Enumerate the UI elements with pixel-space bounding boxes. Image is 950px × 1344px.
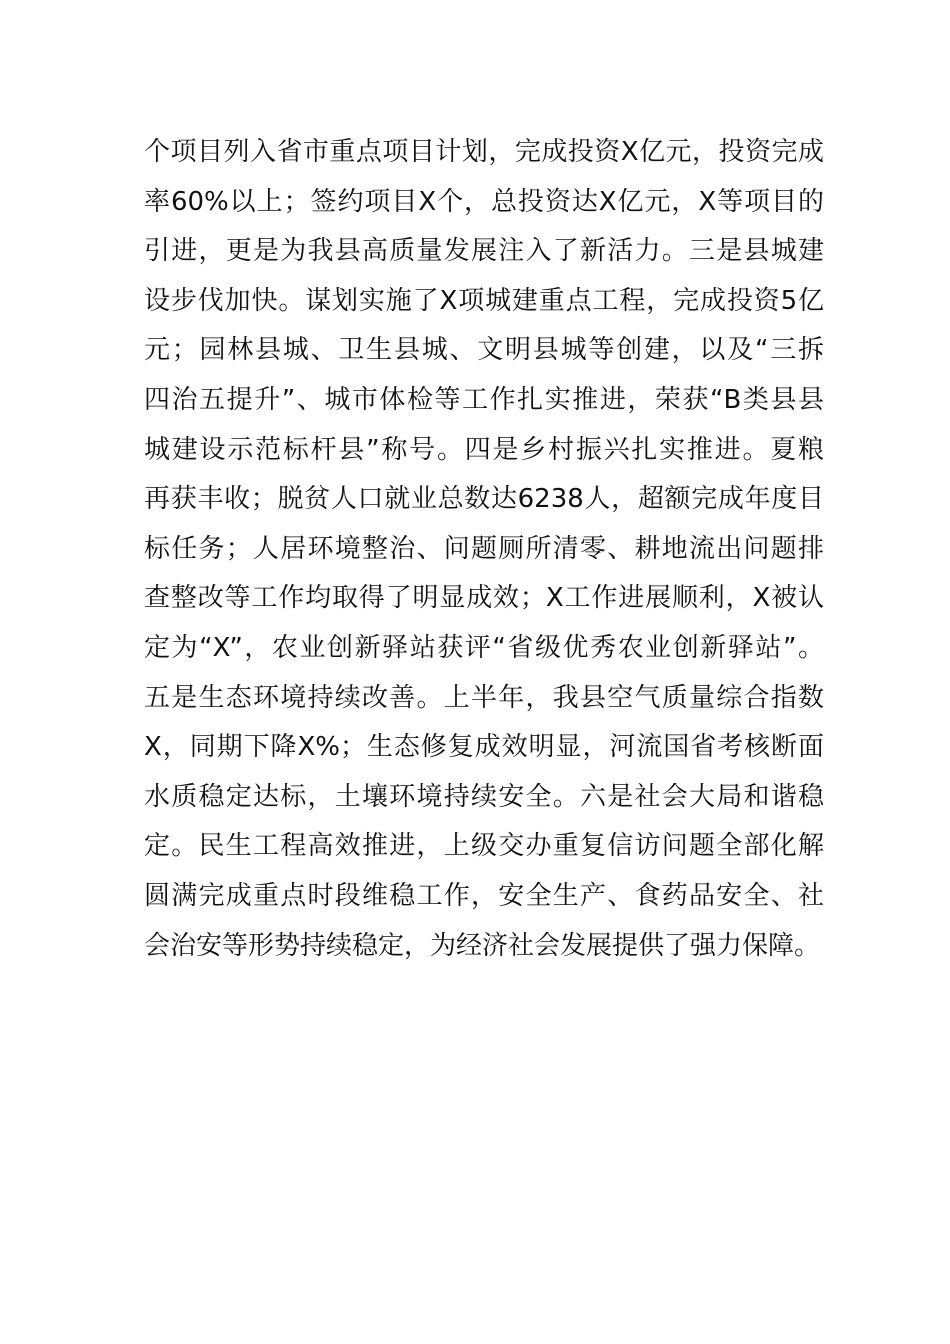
text-line: 城建设示范标杆县”称号。四是乡村振兴扎实推进。夏粮: [144, 434, 824, 465]
text-line: X，同期下降X%；生态修复成效明显，河流国省考核断面: [144, 732, 824, 763]
text-line: 标任务；人居环境整治、问题厕所清零、耕地流出问题排: [144, 533, 824, 564]
text-line: 元；园林县城、卫生县城、文明县城等创建，以及“三拆: [144, 335, 824, 366]
text-line: 圆满完成重点时段维稳工作，安全生产、食药品安全、社: [144, 880, 824, 911]
text-line: 率60%以上；签约项目X个，总投资达X亿元，X等项目的: [144, 186, 824, 217]
text-line: 定为“X”，农业创新驿站获评“省级优秀农业创新驿站”。: [144, 632, 824, 663]
text-line: 查整改等工作均取得了明显成效；X工作进展顺利，X被认: [144, 583, 824, 614]
text-line: 定。民生工程高效推进，上级交办重复信访问题全部化解: [144, 831, 824, 862]
text-line: 四治五提升”、城市体检等工作扎实推进，荣获“B类县县: [144, 384, 824, 415]
text-line: 会治安等形势持续稳定，为经济社会发展提供了强力保障。: [144, 930, 821, 961]
text-line: 设步伐加快。谋划实施了X项城建重点工程，完成投资5亿: [144, 285, 824, 316]
text-line: 引进，更是为我县高质量发展注入了新活力。三是县城建: [144, 236, 824, 267]
text-line: 再获丰收；脱贫人口就业总数达6238人，超额完成年度目: [144, 484, 824, 515]
text-line: 水质稳定达标，土壤环境持续安全。六是社会大局和谐稳: [144, 781, 824, 812]
body-paragraph: [144, 128, 824, 971]
text-line: 个项目列入省市重点项目计划，完成投资X亿元，投资完成: [144, 137, 824, 167]
text-line: 五是生态环境持续改善。上半年，我县空气质量综合指数: [144, 682, 824, 713]
